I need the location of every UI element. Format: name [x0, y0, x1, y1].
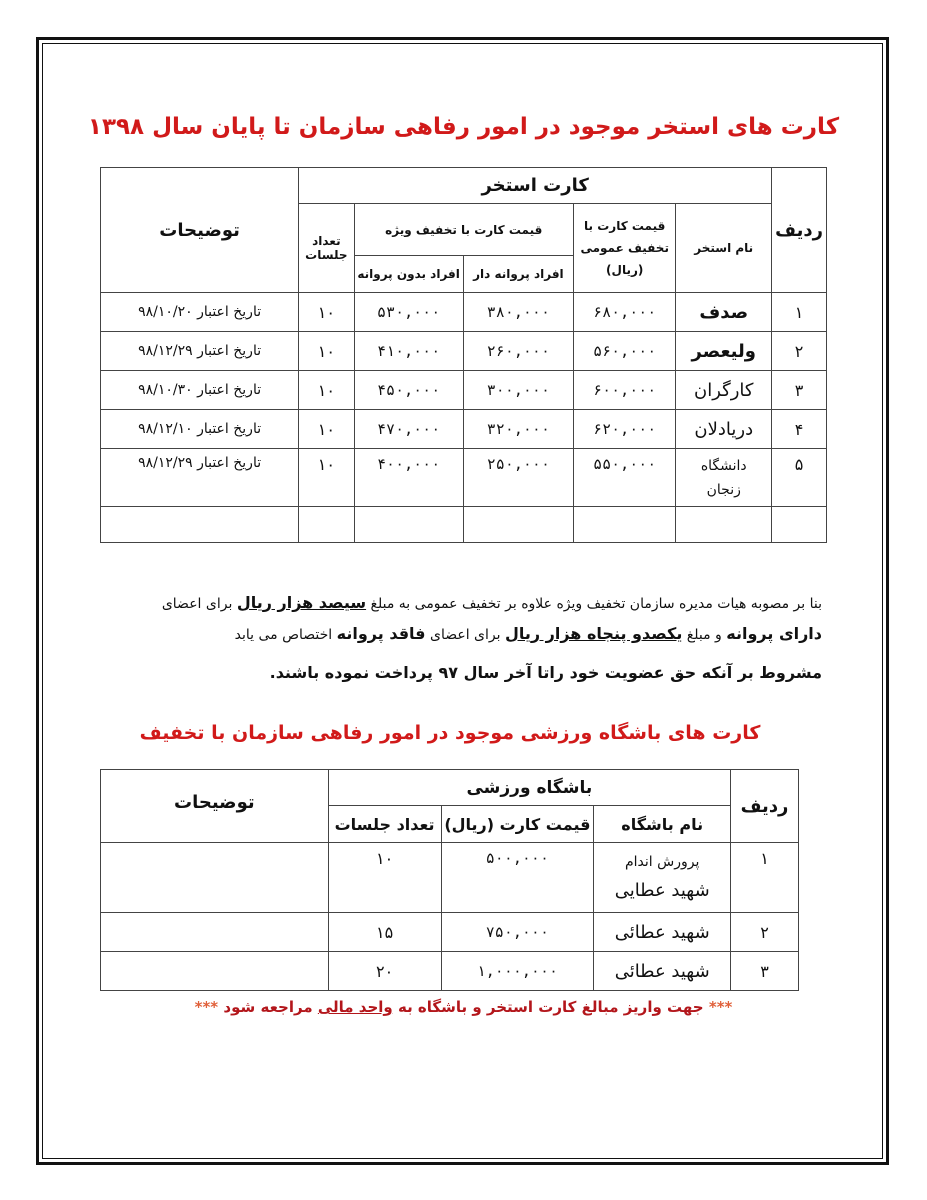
table-row [101, 952, 799, 991]
table-row [101, 332, 827, 371]
stars-start: *** [708, 998, 733, 1016]
row-number: ۴ [772, 410, 827, 449]
notes-cell [101, 913, 329, 952]
gym-section-title: کارت های باشگاه ورزشی موجود در امور رفاهی سازمان با تخفیف [139, 722, 761, 744]
table-row [101, 293, 827, 332]
amount-licensed: سیصد هزار ریال [236, 593, 367, 612]
unlicensed-price: ۴۰۰,۰۰۰ [354, 449, 463, 507]
price: ۷۵۰,۰۰۰ [441, 913, 594, 952]
notes-cell [101, 843, 329, 913]
club-name: پرورش اندام شهید عطایی [594, 843, 731, 913]
pool-section-title: کارت های استخر موجود در امور رفاهی سازمان تا پایان سال ۱۳۹۸ [87, 114, 840, 140]
pool-cards-table [100, 167, 827, 543]
header-licensed: افراد پروانه دار [463, 256, 573, 293]
pool-name: صدف [676, 293, 772, 332]
header-row-number: ردیف [731, 770, 799, 843]
table-row [101, 410, 827, 449]
header-sessions: تعداد جلسات [328, 806, 441, 843]
notes-cell: تاریخ اعتبار ۹۸/۱۰/۳۰ [101, 371, 299, 410]
payment-note: *** جهت واریز مبالغ کارت استخر و باشگاه به واحد مالی مراجعه شود *** [194, 998, 733, 1016]
sessions-count: ۱۰ [299, 410, 354, 449]
finance-unit: واحد مالی [317, 998, 393, 1016]
stars-end: *** [194, 998, 219, 1016]
pool-name: ولیعصر [676, 332, 772, 371]
header-pool-card: کارت استخر [299, 168, 772, 204]
header-gym: باشگاه ورزشی [328, 770, 730, 806]
unlicensed-price: ۴۵۰,۰۰۰ [354, 371, 463, 410]
table-row-empty [101, 507, 827, 543]
header-price: قیمت کارت (ریال) [441, 806, 594, 843]
general-price: ۶۰۰,۰۰۰ [574, 371, 676, 410]
licensed-price: ۲۶۰,۰۰۰ [463, 332, 573, 371]
notes-cell: تاریخ اعتبار ۹۸/۱۲/۲۹ [101, 449, 299, 507]
pool-name: کارگران [676, 371, 772, 410]
unlicensed-price: ۵۳۰,۰۰۰ [354, 293, 463, 332]
row-number: ۱ [731, 843, 799, 913]
header-pool-name: نام استخر [676, 204, 772, 293]
sessions-count: ۱۰ [299, 449, 354, 507]
header-club-name: نام باشگاه [594, 806, 731, 843]
header-notes: توضیحات [101, 770, 329, 843]
general-price: ۵۵۰,۰۰۰ [574, 449, 676, 507]
licensed-price: ۳۲۰,۰۰۰ [463, 410, 573, 449]
notes-cell: تاریخ اعتبار ۹۸/۱۲/۲۹ [101, 332, 299, 371]
row-number: ۲ [772, 332, 827, 371]
licensed-price: ۳۸۰,۰۰۰ [463, 293, 573, 332]
header-row-number: ردیف [772, 168, 827, 293]
sessions-count: ۱۰ [299, 371, 354, 410]
header-notes: توضیحات [101, 168, 299, 293]
sessions-count: ۱۰ [299, 293, 354, 332]
policy-line-1: بنا بر مصوبه هیات مدیره سازمان تخفیف ویژه علاوه بر تخفیف عمومی به مبلغ سیصد هزار ریال برای اعضای [161, 593, 822, 612]
pool-name: دریادلان [676, 410, 772, 449]
table-row [101, 449, 827, 507]
notes-cell [101, 952, 329, 991]
unlicensed-price: ۴۷۰,۰۰۰ [354, 410, 463, 449]
header-sessions: تعداد جلسات [299, 204, 354, 293]
policy-line-2: دارای پروانه و مبلغ یکصدو پنجاه هزار ریال برای اعضای فاقد پروانه اختصاص می یابد [234, 624, 822, 643]
row-number: ۵ [772, 449, 827, 507]
club-name: شهید عطائی [594, 913, 731, 952]
header-unlicensed: افراد بدون پروانه [354, 256, 463, 293]
licensed-price: ۲۵۰,۰۰۰ [463, 449, 573, 507]
licensed-price: ۳۰۰,۰۰۰ [463, 371, 573, 410]
price: ۵۰۰,۰۰۰ [441, 843, 594, 913]
notes-cell: تاریخ اعتبار ۹۸/۱۰/۲۰ [101, 293, 299, 332]
amount-unlicensed: یکصدو پنجاه هزار ریال [504, 624, 683, 643]
pool-name: دانشگاه زنجان [676, 449, 772, 507]
sessions-count: ۱۰ [299, 332, 354, 371]
policy-paragraph [100, 588, 822, 688]
row-number: ۲ [731, 913, 799, 952]
sessions-count: ۲۰ [328, 952, 441, 991]
general-price: ۵۶۰,۰۰۰ [574, 332, 676, 371]
general-price: ۶۸۰,۰۰۰ [574, 293, 676, 332]
table-row [101, 913, 799, 952]
header-general-price: قیمت کارت با تخفیف عمومی (ریال) [574, 204, 676, 293]
row-number: ۳ [731, 952, 799, 991]
header-special-price: قیمت کارت با تخفیف ویژه [354, 204, 574, 256]
notes-cell: تاریخ اعتبار ۹۸/۱۲/۱۰ [101, 410, 299, 449]
row-number: ۳ [772, 371, 827, 410]
sessions-count: ۱۰ [328, 843, 441, 913]
policy-line-3: مشروط بر آنکه حق عضویت خود راتا آخر سال ۹۷ پرداخت نموده باشند. [269, 663, 822, 682]
row-number: ۱ [772, 293, 827, 332]
price: ۱,۰۰۰,۰۰۰ [441, 952, 594, 991]
club-name: شهید عطائی [594, 952, 731, 991]
unlicensed-price: ۴۱۰,۰۰۰ [354, 332, 463, 371]
gym-cards-table [100, 769, 799, 991]
general-price: ۶۲۰,۰۰۰ [574, 410, 676, 449]
table-row [101, 843, 799, 913]
table-row [101, 371, 827, 410]
sessions-count: ۱۵ [328, 913, 441, 952]
